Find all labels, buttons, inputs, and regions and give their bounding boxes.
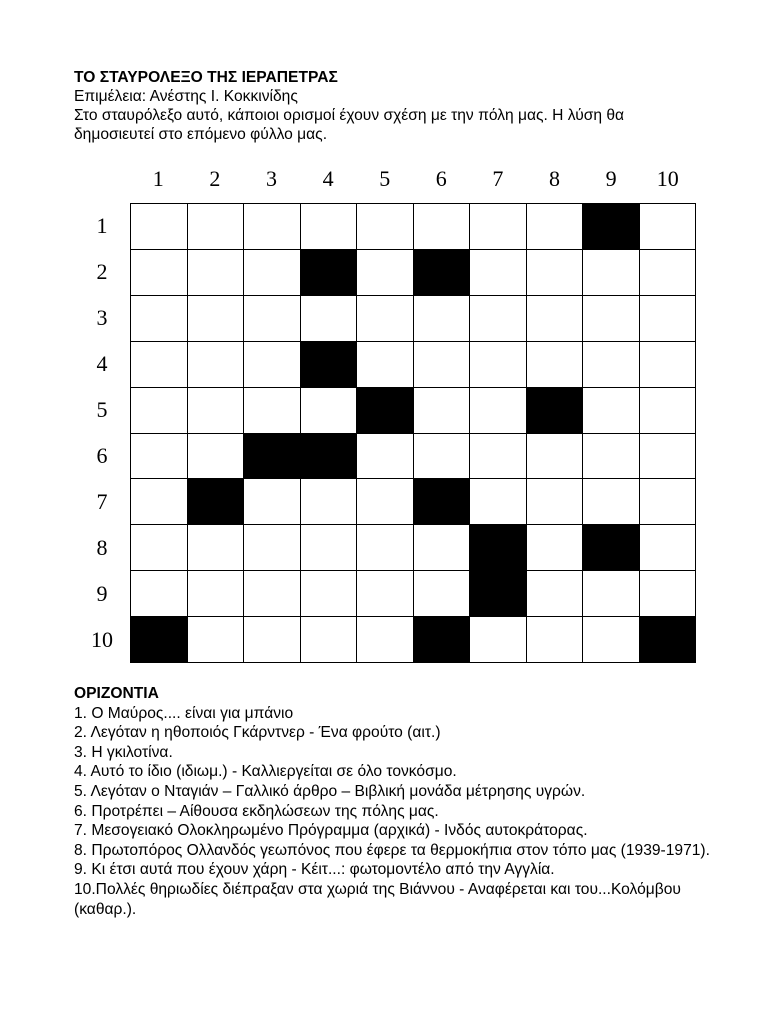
- clue-item: 9. Κι έτσι αυτά που έχουν χάρη - Κέιτ...: φωτομοντέλο από την Αγγλία.: [74, 861, 555, 879]
- crossword-cell[interactable]: [357, 434, 414, 480]
- column-number: 1: [152, 166, 164, 191]
- black-cell: [527, 388, 584, 434]
- column-number: 10: [656, 166, 679, 191]
- crossword-cell[interactable]: [244, 479, 301, 525]
- row-number: 1: [96, 213, 108, 238]
- crossword-cell[interactable]: [470, 342, 527, 388]
- crossword-cell[interactable]: [583, 250, 640, 296]
- row-number: 4: [96, 351, 108, 376]
- black-cell: [470, 525, 527, 571]
- black-cell: [470, 571, 527, 617]
- crossword-cell[interactable]: [583, 296, 640, 342]
- crossword-cell[interactable]: [527, 342, 584, 388]
- crossword-cell[interactable]: [470, 617, 527, 663]
- clue-item: 10.Πολλές θηριωδίες διέπραξαν στα χωριά της Βιάννου - Αναφέρεται και του...Κολόμβου (καθαρ.).: [74, 880, 681, 918]
- crossword-cell[interactable]: [357, 342, 414, 388]
- crossword-cell[interactable]: [414, 204, 471, 250]
- crossword-cell[interactable]: [188, 296, 245, 342]
- crossword-cell[interactable]: [301, 296, 358, 342]
- crossword-cell[interactable]: [244, 571, 301, 617]
- crossword-cell[interactable]: [357, 617, 414, 663]
- black-cell: [583, 525, 640, 571]
- crossword-cell[interactable]: [583, 342, 640, 388]
- row-number: 5: [96, 397, 108, 422]
- crossword-cell[interactable]: [527, 617, 584, 663]
- row-number: 10: [91, 627, 113, 652]
- crossword-cell[interactable]: [357, 571, 414, 617]
- crossword-cell[interactable]: [188, 342, 245, 388]
- puzzle-title: ΤΟ ΣΤΑΥΡΟΛΕΞΟ ΤΗΣ ΙΕΡΑΠΕΤΡΑΣ: [74, 69, 338, 86]
- crossword-cell[interactable]: [188, 617, 245, 663]
- black-cell: [414, 479, 471, 525]
- crossword-cell[interactable]: [244, 388, 301, 434]
- black-cell: [131, 617, 188, 663]
- row-number: 3: [96, 305, 108, 330]
- clues-section: [74, 684, 714, 919]
- black-cell: [188, 479, 245, 525]
- crossword-cell[interactable]: [640, 388, 697, 434]
- row-number: 6: [96, 443, 108, 468]
- crossword-cell[interactable]: [131, 250, 188, 296]
- crossword-cell[interactable]: [470, 296, 527, 342]
- crossword-cell[interactable]: [188, 571, 245, 617]
- crossword-cell[interactable]: [470, 204, 527, 250]
- crossword-cell[interactable]: [640, 342, 697, 388]
- crossword-cell[interactable]: [301, 204, 358, 250]
- crossword-cell[interactable]: [583, 434, 640, 480]
- crossword-cell[interactable]: [414, 525, 471, 571]
- crossword-cell[interactable]: [357, 479, 414, 525]
- clue-item: 5. Λεγόταν ο Νταγιάν – Γαλλικό άρθρο – Βιβλική μονάδα μέτρησης υγρών.: [74, 782, 586, 800]
- crossword-cell[interactable]: [131, 479, 188, 525]
- crossword-cell[interactable]: [414, 388, 471, 434]
- black-cell: [301, 342, 358, 388]
- crossword-cell[interactable]: [583, 388, 640, 434]
- column-number: 2: [209, 166, 221, 191]
- crossword-cell[interactable]: [527, 204, 584, 250]
- crossword-cell[interactable]: [188, 388, 245, 434]
- crossword-cell[interactable]: [414, 434, 471, 480]
- column-number: 8: [548, 166, 560, 191]
- crossword-cell[interactable]: [188, 250, 245, 296]
- crossword-cell[interactable]: [527, 296, 584, 342]
- crossword-cell[interactable]: [640, 434, 697, 480]
- column-number: 9: [605, 166, 617, 191]
- black-cell: [357, 388, 414, 434]
- column-number: 3: [265, 166, 277, 191]
- crossword-cell[interactable]: [131, 525, 188, 571]
- crossword-cell[interactable]: [131, 296, 188, 342]
- crossword-cell[interactable]: [414, 571, 471, 617]
- crossword-cell[interactable]: [470, 479, 527, 525]
- crossword-cell[interactable]: [188, 434, 245, 480]
- column-number: 6: [435, 166, 447, 191]
- clues-heading: ΟΡΙΖΟΝΤΙΑ: [74, 685, 159, 702]
- row-number: 2: [96, 259, 108, 284]
- crossword-cell[interactable]: [470, 434, 527, 480]
- black-cell: [244, 434, 301, 480]
- crossword-cell[interactable]: [131, 388, 188, 434]
- crossword-cell[interactable]: [527, 479, 584, 525]
- crossword-cell[interactable]: [583, 479, 640, 525]
- crossword-cell[interactable]: [301, 571, 358, 617]
- header: [74, 68, 714, 144]
- intro-text: Στο σταυρόλεξο αυτό, κάποιοι ορισμοί έχουν σχέση με την πόλη μας. Η λύση θα δημοσιευτεί στο επόμενο φύλλο μας.: [74, 107, 625, 143]
- crossword-cell[interactable]: [583, 617, 640, 663]
- black-cell: [301, 250, 358, 296]
- crossword-cell[interactable]: [357, 296, 414, 342]
- crossword-cell[interactable]: [244, 204, 301, 250]
- clue-item: 8. Πρωτοπόρος Ολλανδός γεωπόνος που έφερε τα θερμοκήπια στον τόπο μας (1939-1971).: [74, 841, 710, 859]
- row-number: 7: [96, 489, 108, 514]
- black-cell: [583, 204, 640, 250]
- crossword-cell[interactable]: [188, 204, 245, 250]
- clue-item: 6. Προτρέπει – Αίθουσα εκδηλώσεων της πόλης μας.: [74, 802, 439, 820]
- crossword-cell[interactable]: [357, 250, 414, 296]
- clue-item: 1. Ο Μαύρος.... είναι για μπάνιο: [74, 704, 294, 722]
- row-number: 9: [96, 581, 108, 606]
- column-number: 5: [379, 166, 391, 191]
- crossword-cell[interactable]: [640, 525, 697, 571]
- crossword-cell[interactable]: [527, 571, 584, 617]
- crossword-cell[interactable]: [301, 525, 358, 571]
- crossword-cell[interactable]: [188, 525, 245, 571]
- crossword-cell[interactable]: [131, 571, 188, 617]
- crossword-cell[interactable]: [527, 434, 584, 480]
- black-cell: [301, 434, 358, 480]
- black-cell: [414, 617, 471, 663]
- crossword-cell[interactable]: [640, 296, 697, 342]
- crossword-cell[interactable]: [244, 296, 301, 342]
- crossword-cell[interactable]: [301, 388, 358, 434]
- crossword-cell[interactable]: [527, 525, 584, 571]
- crossword-cell[interactable]: [244, 342, 301, 388]
- crossword-cell[interactable]: [301, 617, 358, 663]
- row-numbers: [82, 203, 126, 663]
- crossword-cell[interactable]: [357, 525, 414, 571]
- column-numbers: [130, 165, 696, 193]
- crossword-cell[interactable]: [244, 617, 301, 663]
- crossword-cell[interactable]: [414, 342, 471, 388]
- crossword-grid: [130, 203, 696, 663]
- crossword-cell[interactable]: [301, 479, 358, 525]
- crossword-cell[interactable]: [583, 571, 640, 617]
- crossword-cell[interactable]: [640, 571, 697, 617]
- crossword-cell[interactable]: [414, 296, 471, 342]
- crossword-cell[interactable]: [131, 434, 188, 480]
- crossword-cell[interactable]: [131, 204, 188, 250]
- crossword-cell[interactable]: [470, 388, 527, 434]
- row-number: 8: [96, 535, 108, 560]
- crossword-cell[interactable]: [244, 250, 301, 296]
- crossword-cell[interactable]: [640, 250, 697, 296]
- crossword-cell[interactable]: [640, 479, 697, 525]
- clue-list: [74, 704, 714, 920]
- crossword-cell[interactable]: [357, 204, 414, 250]
- crossword-cell[interactable]: [527, 250, 584, 296]
- crossword-cell[interactable]: [244, 525, 301, 571]
- clue-item: 7. Μεσογειακό Ολοκληρωμένο Πρόγραμμα (αρχικά) - Ινδός αυτοκράτορας.: [74, 822, 588, 840]
- column-number: 7: [492, 166, 504, 191]
- crossword-cell[interactable]: [131, 342, 188, 388]
- crossword-cell[interactable]: [640, 204, 697, 250]
- black-cell: [640, 617, 697, 663]
- clue-item: 3. Η γκιλοτίνα.: [74, 743, 173, 761]
- black-cell: [414, 250, 471, 296]
- crossword-cell[interactable]: [470, 250, 527, 296]
- column-number: 4: [322, 166, 334, 191]
- clue-item: 2. Λεγόταν η ηθοποιός Γκάρντνερ - Ένα φρούτο (αιτ.): [74, 724, 441, 742]
- clue-item: 4. Αυτό το ίδιο (ιδιωμ.) - Καλλιεργείται σε όλο τονκόσμο.: [74, 763, 457, 781]
- editor-line: Επιμέλεια: Ανέστης Ι. Κοκκινίδης: [74, 88, 298, 105]
